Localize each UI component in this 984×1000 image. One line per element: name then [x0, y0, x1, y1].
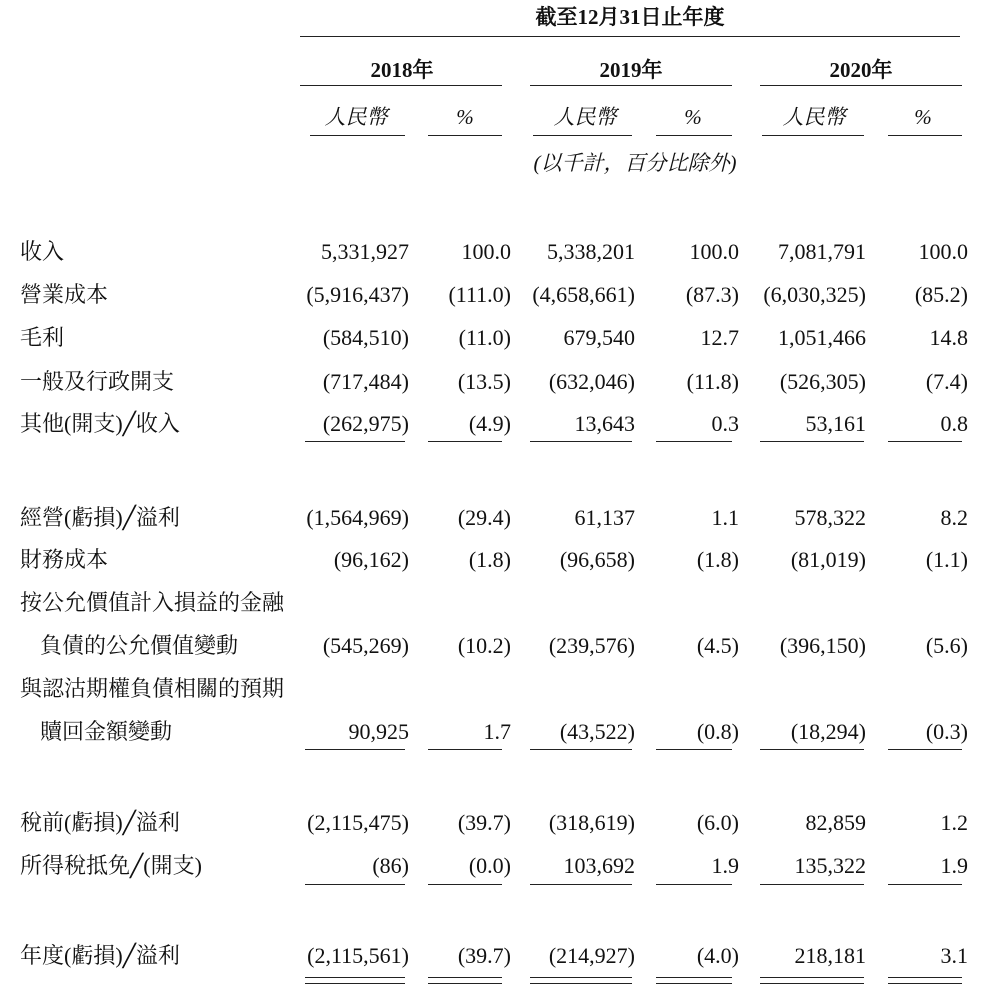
row-value: (7.4)	[925, 369, 968, 394]
row-value: 100.0	[918, 239, 968, 264]
row-value: (584,510)	[322, 325, 409, 350]
percent-header: %	[684, 105, 702, 129]
row-value: 61,137	[574, 505, 635, 530]
total-double-rule	[428, 983, 502, 984]
subtotal-rule	[530, 749, 632, 750]
row-value: 679,540	[563, 325, 635, 350]
total-double-rule	[656, 983, 732, 984]
row-value: (2,115,475)	[307, 810, 409, 835]
year-header: 2018年	[370, 58, 434, 82]
row-value: (1,564,969)	[306, 505, 409, 530]
row-label: 年度(虧損)╱溢利	[20, 943, 180, 968]
row-label: 收入	[20, 239, 65, 264]
subheader-rule	[428, 135, 502, 136]
row-value: (239,576)	[548, 633, 635, 658]
total-double-rule	[305, 983, 405, 984]
unit-note: (以千計，百分比除外)	[533, 151, 737, 175]
currency-header: 人民幣	[324, 105, 388, 129]
row-value: 1.2	[940, 810, 968, 835]
currency-header: 人民幣	[782, 105, 846, 129]
year-rule	[760, 85, 962, 86]
row-value: 218,181	[794, 943, 866, 968]
total-double-rule	[428, 977, 502, 978]
row-value: (96,162)	[333, 547, 409, 572]
total-double-rule	[888, 983, 962, 984]
row-value: (85.2)	[914, 282, 968, 307]
row-value: (318,619)	[548, 810, 635, 835]
row-value: 100.0	[689, 239, 739, 264]
subtotal-rule	[888, 884, 962, 885]
row-label: 贖回金額變動	[40, 719, 173, 744]
row-value: (43,522)	[559, 719, 635, 744]
row-value: (5.6)	[925, 633, 968, 658]
subtotal-rule	[760, 441, 864, 442]
row-label: 經營(虧損)╱溢利	[20, 505, 180, 530]
row-value: (4.5)	[696, 633, 739, 658]
total-double-rule	[760, 977, 864, 978]
row-value: (39.7)	[457, 943, 511, 968]
row-value: (81,019)	[790, 547, 866, 572]
row-value: 8.2	[940, 505, 968, 530]
period-title-rule	[300, 36, 960, 37]
currency-header: 人民幣	[553, 105, 617, 129]
subtotal-rule	[888, 441, 962, 442]
subtotal-rule	[428, 884, 502, 885]
subtotal-rule	[530, 441, 632, 442]
row-value: 13,643	[574, 411, 635, 436]
row-value: (545,269)	[322, 633, 409, 658]
row-value: (5,916,437)	[306, 282, 409, 307]
total-double-rule	[305, 977, 405, 978]
row-label: 所得稅抵免╱(開支)	[20, 853, 202, 878]
row-value: 135,322	[794, 853, 866, 878]
row-label: 其他(開支)╱收入	[20, 411, 180, 436]
row-label: 一般及行政開支	[20, 369, 175, 394]
row-value: (2,115,561)	[307, 943, 409, 968]
row-value: 1.9	[940, 853, 968, 878]
row-value: 1.1	[711, 505, 739, 530]
row-value: (11.0)	[458, 325, 511, 350]
subtotal-rule	[760, 884, 864, 885]
subtotal-rule	[656, 884, 732, 885]
year-header: 2019年	[599, 58, 663, 82]
row-value: (717,484)	[322, 369, 409, 394]
row-value: (1.8)	[468, 547, 511, 572]
row-value: (214,927)	[548, 943, 635, 968]
total-double-rule	[530, 977, 632, 978]
row-value: (526,305)	[779, 369, 866, 394]
row-value: (6.0)	[696, 810, 739, 835]
row-label: 按公允價值計入損益的金融	[20, 590, 285, 615]
percent-header: %	[914, 105, 932, 129]
subheader-rule	[888, 135, 962, 136]
row-value: 1.7	[483, 719, 511, 744]
row-value: (262,975)	[322, 411, 409, 436]
subheader-rule	[762, 135, 864, 136]
row-value: 5,338,201	[547, 239, 635, 264]
year-header: 2020年	[829, 58, 893, 82]
row-value: 12.7	[700, 325, 739, 350]
subtotal-rule	[428, 749, 502, 750]
subtotal-rule	[760, 749, 864, 750]
row-value: 5,331,927	[321, 239, 409, 264]
row-value: (111.0)	[448, 282, 511, 307]
row-label: 營業成本	[20, 282, 109, 307]
row-value: 14.8	[929, 325, 968, 350]
row-value: 53,161	[805, 411, 866, 436]
row-value: 578,322	[794, 505, 866, 530]
year-rule	[530, 85, 732, 86]
row-value: (632,046)	[548, 369, 635, 394]
row-value: 100.0	[461, 239, 511, 264]
subtotal-rule	[530, 884, 632, 885]
row-value: (6,030,325)	[763, 282, 866, 307]
subtotal-rule	[305, 749, 405, 750]
row-value: 7,081,791	[778, 239, 866, 264]
row-value: (18,294)	[790, 719, 866, 744]
total-double-rule	[530, 983, 632, 984]
row-value: 3.1	[940, 943, 968, 968]
row-value: (13.5)	[457, 369, 511, 394]
row-value: 90,925	[348, 719, 409, 744]
total-double-rule	[656, 977, 732, 978]
subtotal-rule	[428, 441, 502, 442]
row-value: (86)	[372, 853, 409, 878]
row-label: 毛利	[20, 325, 65, 350]
total-double-rule	[888, 977, 962, 978]
subheader-rule	[656, 135, 732, 136]
row-value: (1.8)	[696, 547, 739, 572]
row-value: (87.3)	[685, 282, 739, 307]
row-value: (0.0)	[468, 853, 511, 878]
total-double-rule	[760, 983, 864, 984]
row-value: (11.8)	[686, 369, 739, 394]
subtotal-rule	[305, 884, 405, 885]
row-value: (39.7)	[457, 810, 511, 835]
subtotal-rule	[656, 441, 732, 442]
row-value: 1,051,466	[778, 325, 866, 350]
row-value: (29.4)	[457, 505, 511, 530]
row-value: (0.3)	[925, 719, 968, 744]
year-rule	[300, 85, 502, 86]
row-value: (4,658,661)	[532, 282, 635, 307]
row-value: (0.8)	[696, 719, 739, 744]
row-value: (10.2)	[457, 633, 511, 658]
subtotal-rule	[305, 441, 405, 442]
row-value: 0.8	[940, 411, 968, 436]
row-value: (96,658)	[559, 547, 635, 572]
period-title: 截至12月31日止年度	[535, 5, 725, 29]
row-value: 82,859	[805, 810, 866, 835]
row-value: 0.3	[711, 411, 739, 436]
subtotal-rule	[888, 749, 962, 750]
subtotal-rule	[656, 749, 732, 750]
subheader-rule	[310, 135, 405, 136]
row-value: (1.1)	[925, 547, 968, 572]
subheader-rule	[533, 135, 632, 136]
percent-header: %	[456, 105, 474, 129]
row-label: 稅前(虧損)╱溢利	[20, 810, 180, 835]
row-value: (4.9)	[468, 411, 511, 436]
row-label: 財務成本	[20, 547, 109, 572]
row-label: 與認沽期權負債相關的預期	[20, 676, 285, 701]
row-value: (4.0)	[696, 943, 739, 968]
row-label: 負債的公允價值變動	[40, 633, 239, 658]
row-value: 103,692	[563, 853, 635, 878]
row-value: 1.9	[711, 853, 739, 878]
row-value: (396,150)	[779, 633, 866, 658]
